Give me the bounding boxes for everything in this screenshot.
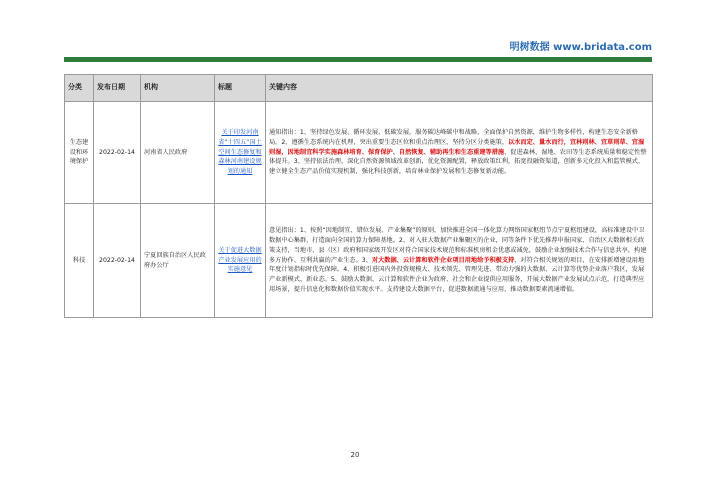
header-agency: 机构 (141, 75, 215, 102)
header-date: 发布日期 (94, 75, 141, 102)
header-divider (64, 57, 652, 62)
row-agency: 河南省人民政府 (141, 102, 215, 204)
content-text: ，促进森林、湿地、农田等生态系统质量和稳定性整体提升。3、坚持依法治理，深化自然资源领域改革创新，优化资源配置，释放政策红利，拓宽投融资渠道，创新多元化投入和监管模式，建立健全生态产品价值实现机制，强化科技创新，培育林业保护发展和生态修复新动能。 (269, 148, 647, 176)
table-header-row (65, 75, 653, 102)
row-title-link[interactable]: 关于促进大数据产业发展应用的实施意见 (215, 204, 266, 318)
page-number: 20 (350, 451, 360, 459)
content-highlight: 对大数据、云计算和软件企业项目用地给予积极支持 (371, 256, 515, 264)
content-text: ，对符合相关规划的项目，在安排新增建设用地年度计划指标时优先保障。4、积极引进国内外投资规模大、技术领先、管理先进、带动力强的大数据、云计算等优势企业落户我区，发展产业新模式、新业态。5、鼓励大数据、云计算和软件企业为政府、社会和企业提供应用服务，开展大数据产业发展试点示范，打造典型应用场景，提升信息化和数据价值实现水平。支持建设大数据平台，促进数据流通与应用，推动数据要素流通增值。 (269, 256, 645, 293)
header-content: 关键内容 (266, 75, 653, 102)
table-row (65, 204, 653, 318)
row-date: 2022-02-14 (94, 102, 141, 204)
policy-table (64, 74, 653, 318)
content-text: 意见指出：1、按照“因地制宜、错位发展、产业集聚”的原则，加快推进全国一体化算力网络国家枢纽节点宁夏枢纽建设，高标准建设中卫数据中心集群，打造面向全国的算力保障基地。2、对入驻大数据产业集聚区的企业，同等条件下优先推荐申报国家、自治区大数据相关政策支持，当地市、县（区）政府和国家级开发区对符合国家技术规范和标准机房租金优惠或减免，鼓励企业加强技术合作与信息共享，构建多方协作、互利共赢的产业生态。3、 (269, 227, 647, 264)
row-category: 生态建设和环境保护 (65, 102, 94, 204)
row-content (266, 204, 653, 318)
header-title: 标题 (215, 75, 266, 102)
header-category: 分类 (65, 75, 94, 102)
table-row (65, 102, 653, 204)
content-text: 通知指出：1、坚持绿色发展、循环发展、低碳发展，服务碳达峰碳中和战略，全面保护自然资源，维护生物多样性，构建生态安全新格局。2、遵循生态系统内在机理，突出重要生态区位和重点治理区，坚持分区分类施策， (269, 129, 638, 146)
row-agency: 宁夏回族自治区人民政府办公厅 (141, 204, 215, 318)
row-category: 科技 (65, 204, 94, 318)
row-title-link[interactable]: 关于印发河南省“十四五”国土空间生态修复和森林河南建设规划的通知 (215, 102, 266, 204)
row-date: 2022-02-14 (94, 204, 141, 318)
brand-logo-text: 明树数据 www.bridata.com (509, 42, 652, 53)
content-highlight: 以水而定、量水而行，宜林则林、宜草则草、宜湿则湿，因地制宜科学实施森林培育、保育保护、自然恢复、辅助再生和生态重建等措施 (269, 138, 645, 156)
row-content (266, 102, 653, 204)
